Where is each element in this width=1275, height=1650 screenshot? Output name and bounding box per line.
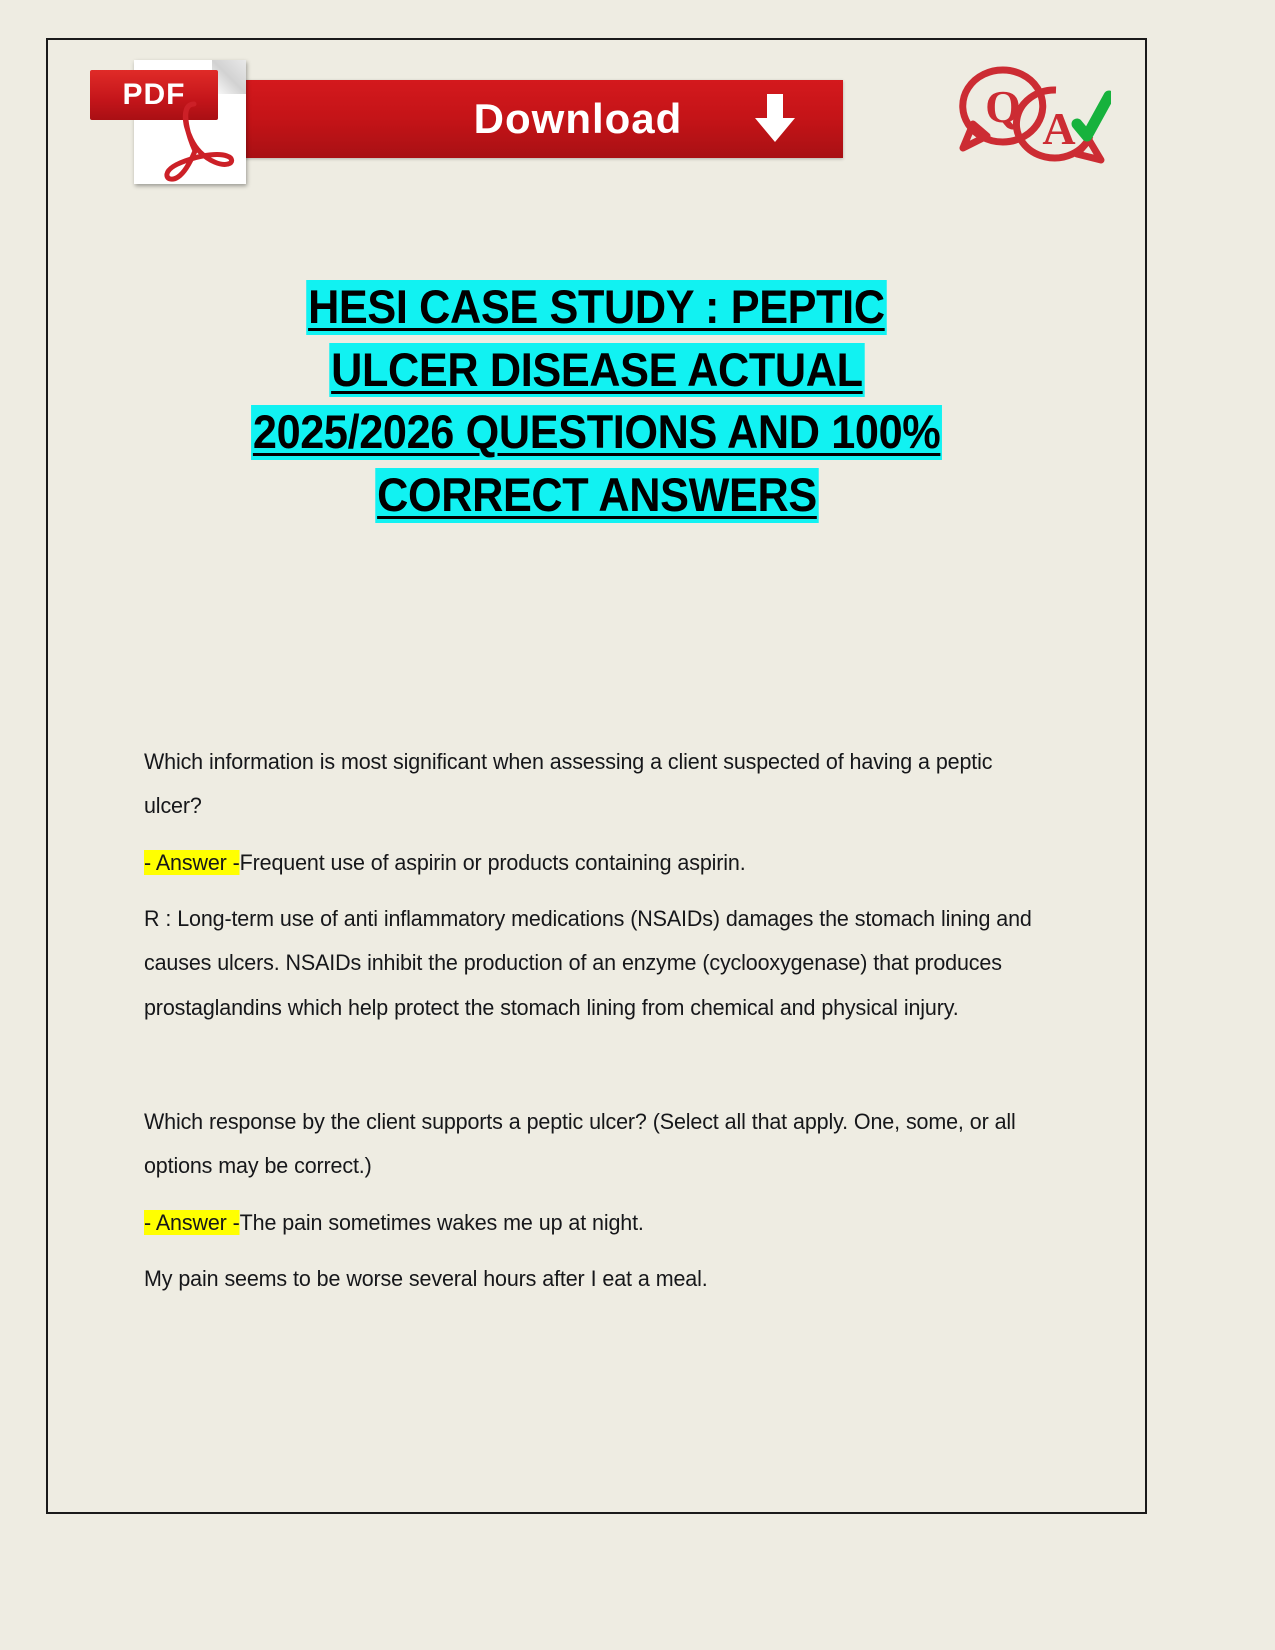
title-line-1 bbox=[48, 280, 1145, 335]
answer-1 bbox=[144, 841, 1032, 885]
answer-label-2: - Answer - bbox=[144, 1209, 240, 1235]
document-body bbox=[144, 740, 1074, 1313]
pdf-file-icon bbox=[90, 54, 250, 184]
svg-text:A: A bbox=[1042, 103, 1076, 154]
question-1: Which information is most significant when assessing a client suspected of having a peptic ulcer? bbox=[144, 749, 993, 819]
answer-text-1: Frequent use of aspirin or products containing aspirin. bbox=[239, 849, 746, 875]
svg-text:Q: Q bbox=[985, 81, 1021, 132]
document-header bbox=[48, 40, 1145, 190]
question-2: Which response by the client supports a peptic ulcer? (Select all that apply. One, some, or all options may be correct.) bbox=[144, 1108, 1016, 1179]
title-line-4 bbox=[48, 468, 1145, 523]
down-arrow-icon bbox=[748, 92, 802, 146]
title-line-2-text: ULCER DISEASE ACTUAL bbox=[330, 342, 863, 396]
page-title bbox=[48, 280, 1145, 531]
download-button-label[interactable]: Download bbox=[473, 95, 683, 142]
title-line-4-text: CORRECT ANSWERS bbox=[376, 467, 817, 521]
title-line-1-text: HESI CASE STUDY : PEPTIC bbox=[308, 280, 885, 333]
answer-label-1: - Answer - bbox=[144, 849, 240, 875]
document-page bbox=[46, 38, 1147, 1514]
adobe-acrobat-glyph bbox=[152, 100, 236, 184]
pdf-label-text: PDF bbox=[122, 78, 186, 111]
answer-2 bbox=[144, 1201, 1032, 1245]
answer-text-2: The pain sometimes wakes me up at night. bbox=[239, 1209, 644, 1235]
title-line-3-text: 2025/2026 QUESTIONS AND 100% bbox=[252, 405, 941, 459]
title-line-2 bbox=[48, 343, 1145, 398]
title-line-3 bbox=[48, 405, 1145, 460]
rationale-1: R : Long-term use of anti inflammatory medications (NSAIDs) damages the stomach lining and causes ulcers. NSAIDs inhibit the production of an enzyme (cyclooxygenase) that produces prostaglandins which help protect the stomach lining from chemical and physical injury. bbox=[144, 905, 1032, 1020]
qa-logo-icon bbox=[951, 62, 1111, 172]
answer-option-extra: My pain seems to be worse several hours after I eat a meal. bbox=[144, 1265, 708, 1291]
